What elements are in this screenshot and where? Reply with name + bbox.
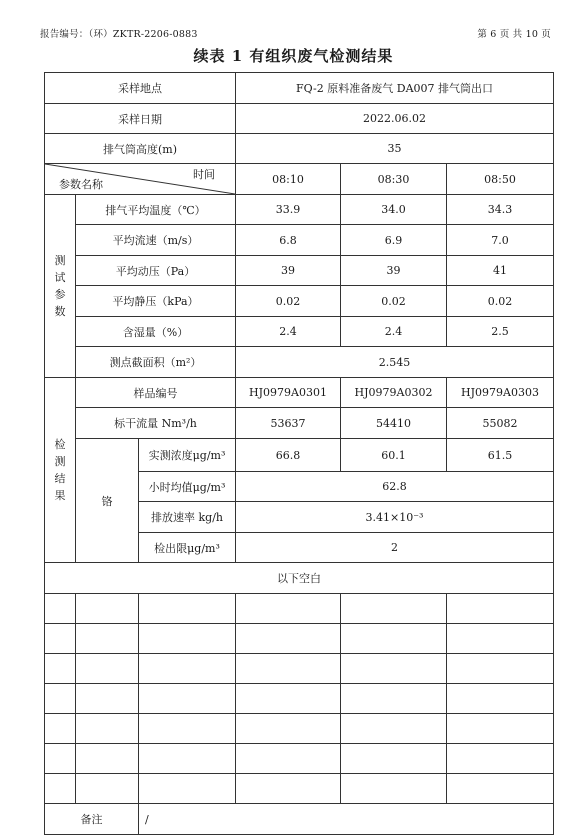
param-label: 含湿量（%） <box>76 317 236 347</box>
limit-value: 2 <box>236 533 554 563</box>
param-value: 34.3 <box>447 195 554 225</box>
blank-cell <box>236 684 341 714</box>
blank-cell <box>236 654 341 684</box>
blank-cell <box>341 654 447 684</box>
blank-cell <box>447 624 554 654</box>
blank-cell <box>76 654 139 684</box>
param-row <box>45 195 554 225</box>
blank-cell <box>139 714 236 744</box>
hourly-label: 小时均值μg/m³ <box>139 472 236 502</box>
blank-cell <box>139 774 236 804</box>
blank-cell <box>447 654 554 684</box>
date-value: 2022.06.02 <box>236 104 554 134</box>
blank-cell <box>76 594 139 624</box>
flow-value: 53637 <box>236 408 341 439</box>
blank-cell <box>45 594 76 624</box>
blank-cell <box>76 774 139 804</box>
param-value: 6.9 <box>341 225 447 256</box>
blank-cell <box>139 624 236 654</box>
blank-cell <box>236 774 341 804</box>
measured-value: 61.5 <box>447 439 554 472</box>
blank-cell <box>45 744 76 774</box>
param-value: 39 <box>236 256 341 286</box>
param-value: 34.0 <box>341 195 447 225</box>
blank-cell <box>447 774 554 804</box>
pollutant-label: 铬 <box>76 439 139 563</box>
page-indicator: 第 6 页 共 10 页 <box>477 29 551 40</box>
param-row <box>45 286 554 317</box>
flow-row <box>45 408 554 439</box>
blank-cell <box>45 624 76 654</box>
blank-cell <box>341 594 447 624</box>
param-value: 2.4 <box>236 317 341 347</box>
height-row <box>45 134 554 164</box>
flow-label: 标干流量 Nm³/h <box>76 408 236 439</box>
blank-row <box>45 714 554 744</box>
site-row <box>45 73 554 104</box>
blank-cell <box>45 654 76 684</box>
report-number: 报告编号：（环）ZKTR-2206-0883 <box>40 29 198 40</box>
remark-row <box>45 804 554 835</box>
sample-no-row <box>45 378 554 408</box>
blank-cell <box>447 744 554 774</box>
diagonal-header-cell <box>45 164 236 195</box>
param-value: 39 <box>341 256 447 286</box>
table-title: 续表 1 有组织废气检测结果 <box>193 47 394 65</box>
time-cell: 08:30 <box>341 164 447 195</box>
flow-value: 55082 <box>447 408 554 439</box>
blank-cell <box>139 684 236 714</box>
param-row <box>45 317 554 347</box>
param-value: 41 <box>447 256 554 286</box>
param-label: 平均静压（kPa） <box>76 286 236 317</box>
hourly-value: 62.8 <box>236 472 554 502</box>
date-label: 采样日期 <box>45 104 236 134</box>
measured-value: 66.8 <box>236 439 341 472</box>
site-value: FQ-2 原料准备废气 DA007 排气筒出口 <box>236 73 554 104</box>
param-value: 33.9 <box>236 195 341 225</box>
height-value: 35 <box>236 134 554 164</box>
time-header-row <box>45 164 554 195</box>
blank-row <box>45 654 554 684</box>
blank-cell <box>341 714 447 744</box>
measured-value: 60.1 <box>341 439 447 472</box>
param-label: 排气平均温度（℃） <box>76 195 236 225</box>
param-value: 0.02 <box>447 286 554 317</box>
param-value: 6.8 <box>236 225 341 256</box>
flow-value: 54410 <box>341 408 447 439</box>
test-group-label: 测 试 参 数 <box>45 195 76 378</box>
blank-cell <box>341 684 447 714</box>
blank-cell <box>341 624 447 654</box>
blank-cell <box>76 714 139 744</box>
results-table <box>44 72 554 835</box>
blank-cell <box>447 714 554 744</box>
blank-cell <box>236 624 341 654</box>
sample-no-label: 样品编号 <box>76 378 236 408</box>
param-label: 平均动压（Pa） <box>76 256 236 286</box>
blank-cell <box>45 684 76 714</box>
blank-row <box>45 624 554 654</box>
blank-note: 以下空白 <box>45 563 554 594</box>
limit-label: 检出限μg/m³ <box>139 533 236 563</box>
time-cell: 08:50 <box>447 164 554 195</box>
param-value: 0.02 <box>236 286 341 317</box>
blank-cell <box>447 684 554 714</box>
diag-top-label: 时间 <box>193 168 215 181</box>
param-row <box>45 256 554 286</box>
blank-cell <box>139 594 236 624</box>
blank-cell <box>447 594 554 624</box>
time-cell: 08:10 <box>236 164 341 195</box>
height-label: 排气筒高度(m) <box>45 134 236 164</box>
blank-cell <box>76 684 139 714</box>
param-value: 0.02 <box>341 286 447 317</box>
blank-cell <box>76 624 139 654</box>
blank-note-row <box>45 563 554 594</box>
param-value: 2.4 <box>341 317 447 347</box>
param-row <box>45 225 554 256</box>
measured-row <box>45 439 554 472</box>
blank-cell <box>341 774 447 804</box>
param-label: 平均流速（m/s） <box>76 225 236 256</box>
date-row <box>45 104 554 134</box>
rate-label: 排放速率 kg/h <box>139 502 236 533</box>
rate-value: 3.41×10⁻³ <box>236 502 554 533</box>
blank-cell <box>45 774 76 804</box>
result-group-label: 检 测 结 果 <box>45 378 76 563</box>
sample-no-value: HJ0979A0301 <box>236 378 341 408</box>
sample-no-value: HJ0979A0303 <box>447 378 554 408</box>
area-row <box>45 347 554 378</box>
blank-row <box>45 774 554 804</box>
blank-cell <box>139 654 236 684</box>
blank-cell <box>236 594 341 624</box>
remark-value: / <box>139 804 554 835</box>
blank-cell <box>45 714 76 744</box>
blank-cell <box>236 714 341 744</box>
site-label: 采样地点 <box>45 73 236 104</box>
blank-cell <box>139 744 236 774</box>
remark-label: 备注 <box>45 804 139 835</box>
blank-row <box>45 744 554 774</box>
area-label: 测点截面积（m²） <box>76 347 236 378</box>
blank-cell <box>76 744 139 774</box>
diag-bottom-label: 参数名称 <box>59 178 103 191</box>
area-value: 2.545 <box>236 347 554 378</box>
blank-row <box>45 684 554 714</box>
sample-no-value: HJ0979A0302 <box>341 378 447 408</box>
blank-row <box>45 594 554 624</box>
blank-cell <box>236 744 341 774</box>
param-value: 7.0 <box>447 225 554 256</box>
param-value: 2.5 <box>447 317 554 347</box>
measured-label: 实测浓度μg/m³ <box>139 439 236 472</box>
blank-cell <box>341 744 447 774</box>
